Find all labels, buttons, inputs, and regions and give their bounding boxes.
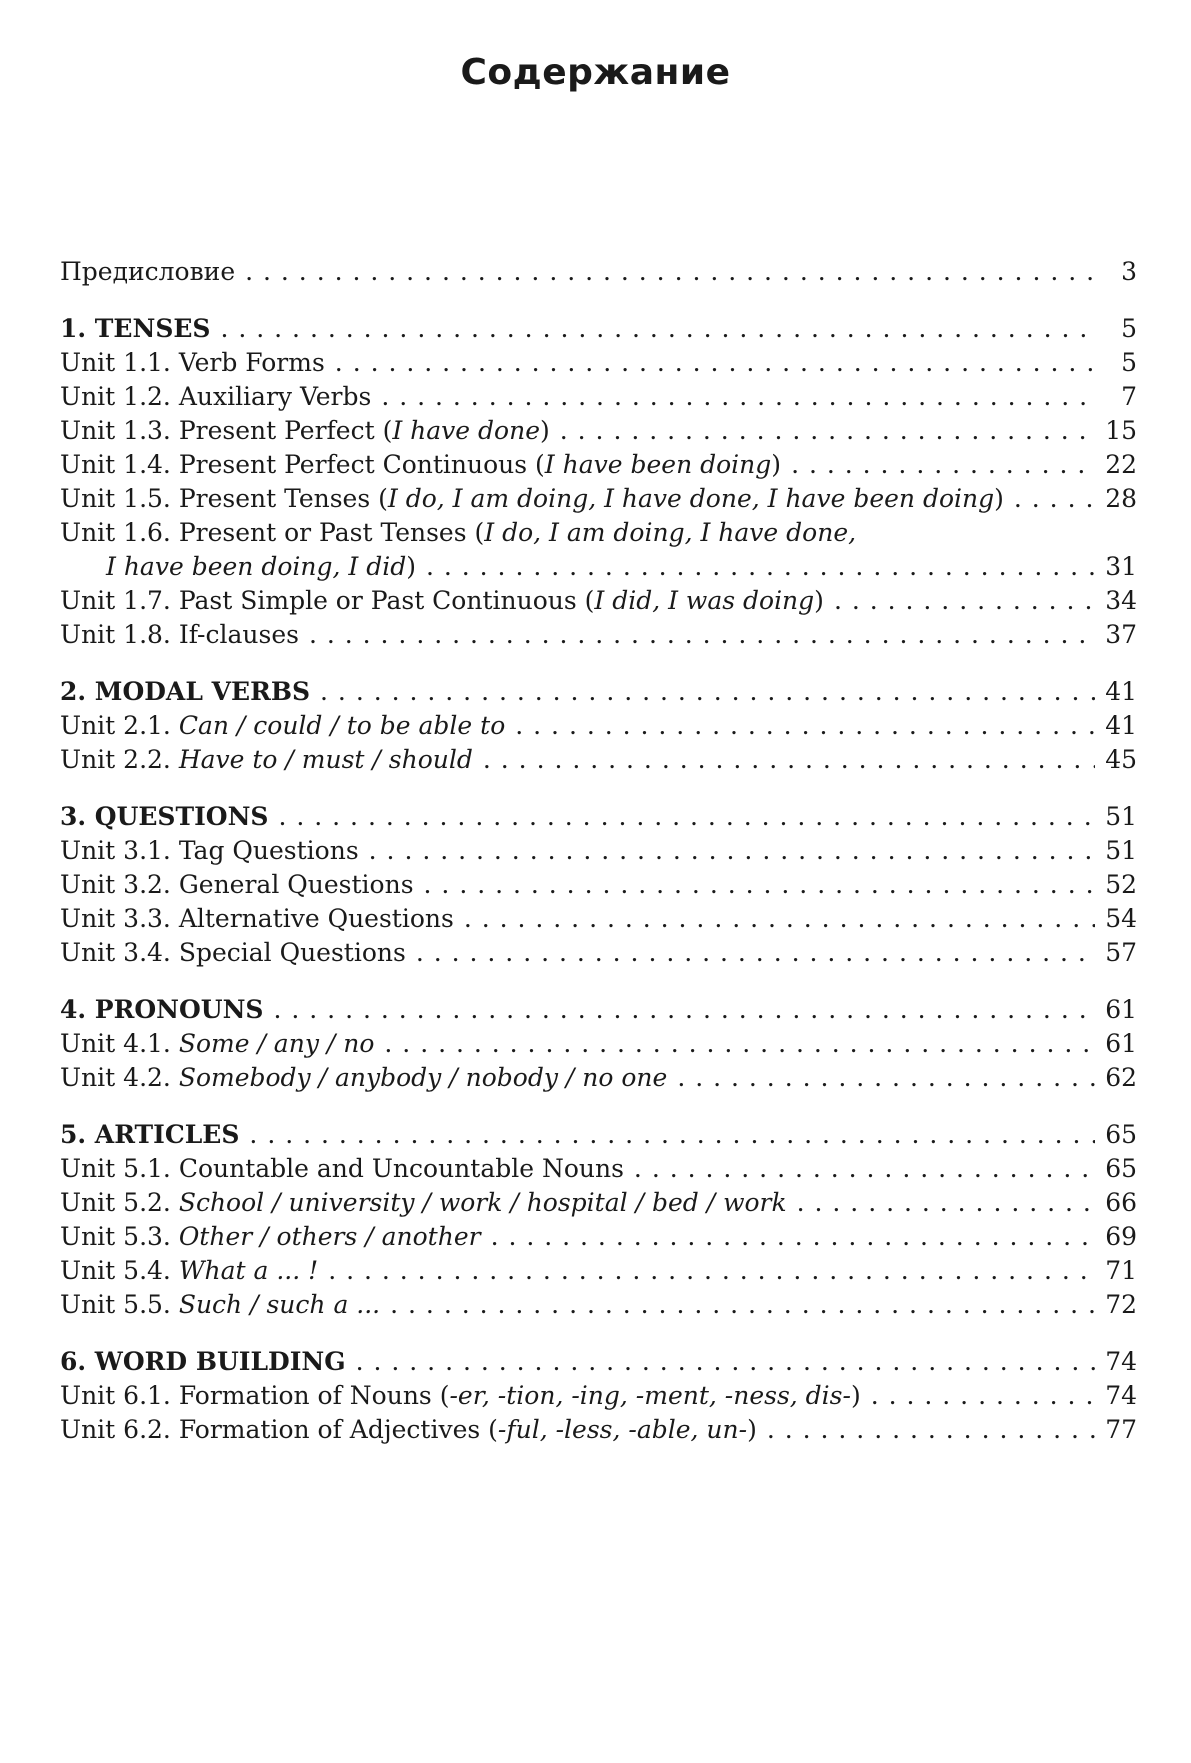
toc-unit-number: Unit 5.5. [60,1290,179,1319]
toc-entry-italic: Somebody / anybody / nobody / no one [178,1063,668,1092]
leader-dots [249,1118,1095,1152]
toc-entry-text: Formation of Adjectives ( [178,1415,498,1444]
leader-dots [220,312,1099,346]
page-number: 51 [1105,836,1137,865]
toc-entry-label [60,1220,481,1254]
toc-entry-text: Tag Questions [178,836,359,865]
page-number: 7 [1121,382,1137,411]
toc-entry-italic: I have done [392,416,540,445]
toc-entry-text: Past Simple or Past Continuous ( [178,586,595,615]
toc-entry-italic: -er, -tion, -ing, -ment, -ness, dis- [449,1381,851,1410]
leader-dots [245,255,1099,289]
toc-entry-row[interactable] [60,380,1137,414]
toc-entry-row[interactable] [60,550,1137,584]
toc-unit-number: Unit 2.1. [60,711,179,740]
leader-dots [464,902,1095,936]
toc-section-row[interactable] [60,675,1137,709]
toc-entry-text: Present or Past Tenses ( [178,518,485,547]
page-number: 72 [1105,1290,1137,1319]
toc-unit-number: Unit 3.4. [60,938,179,967]
leader-dots [278,800,1095,834]
page-title: Содержание [460,52,731,93]
section-gap [60,970,1137,993]
page-number: 61 [1105,995,1137,1024]
toc-entry-text: Countable and Uncountable Nouns [178,1154,624,1183]
toc-entry-label [60,1152,624,1186]
toc-entry-label [60,255,235,289]
toc-entry-row[interactable] [60,1152,1137,1186]
toc-entry-row[interactable] [60,834,1137,868]
toc-entry-suffix: ) [994,484,1004,513]
toc-entry-italic: Such / such a ... [178,1290,381,1319]
page-number: 74 [1105,1381,1137,1410]
toc-entry-row[interactable] [60,1288,1137,1322]
toc-entry-suffix: ) [747,1415,757,1444]
toc-entry-label [60,516,856,550]
leader-dots [274,993,1096,1027]
toc-entry-text: Auxiliary Verbs [178,382,372,411]
toc-unit-number: Unit 3.2. [60,870,179,899]
toc-section-row[interactable] [60,993,1137,1027]
toc-unit-number: Unit 5.4. [60,1256,179,1285]
toc-entry-italic: School / university / work / hospital / bed / work [178,1188,787,1217]
toc-entry-text: General Questions [178,870,414,899]
toc-unit-number: Unit 6.1. [60,1381,179,1410]
leader-dots [424,868,1096,902]
table-of-contents [60,255,1137,1447]
toc-entry-label [60,448,781,482]
leader-dots [309,618,1095,652]
toc-entry-row[interactable] [60,1061,1137,1095]
toc-entry-text: Alternative Questions [178,904,454,933]
toc-entry-label [60,618,299,652]
toc-entry-text: 6. WORD BUILDING [60,1347,346,1376]
toc-entry-italic: I have been doing, I did [106,552,407,581]
leader-dots [515,709,1095,743]
page-number: 65 [1105,1154,1137,1183]
toc-unit-number: Unit 2.2. [60,745,179,774]
toc-entry-row[interactable] [60,618,1137,652]
toc-entry-row[interactable] [60,346,1137,380]
leader-dots [871,1379,1095,1413]
toc-entry-italic: I have been doing [544,450,772,479]
toc-unit-number: Unit 3.1. [60,836,179,865]
toc-entry-row[interactable] [60,1379,1137,1413]
toc-entry-text: Present Perfect ( [178,416,393,445]
toc-entry-row[interactable] [60,1413,1137,1447]
toc-entry-label [60,709,505,743]
toc-unit-number: Unit 1.7. [60,586,179,615]
toc-entry-suffix: ) [850,1381,861,1410]
page-number: 45 [1105,745,1137,774]
toc-entry-italic: What a ... ! [178,1256,319,1285]
section-gap [60,652,1137,675]
page-number: 62 [1105,1063,1137,1092]
page-number: 34 [1105,586,1137,615]
leader-dots [381,380,1099,414]
toc-entry-label [60,800,268,834]
toc-entry-row[interactable] [60,448,1137,482]
leader-dots [335,346,1099,380]
leader-dots [328,1254,1095,1288]
toc-entry-row[interactable] [60,414,1137,448]
toc-entry-label [60,834,359,868]
toc-unit-number: Unit 1.3. [60,416,179,445]
toc-entry-text: Verb Forms [178,348,325,377]
toc-entry-label [60,675,310,709]
toc-entry-suffix: ) [540,416,550,445]
toc-unit-number: Unit 5.2. [60,1188,179,1217]
toc-unit-number: Unit 5.3. [60,1222,179,1251]
toc-entry-row[interactable] [60,1186,1137,1220]
toc-unit-number: Unit 1.1. [60,348,179,377]
toc-entry-italic: -ful, -less, -able, un- [497,1415,748,1444]
toc-entry-label [60,482,1004,516]
toc-entry-label [60,1345,346,1379]
toc-entry-row[interactable] [60,584,1137,618]
toc-entry-text: Предисловие [60,257,236,286]
toc-unit-number: Unit 1.8. [60,620,179,649]
leader-dots [356,1345,1096,1379]
toc-entry-suffix: ) [771,450,782,479]
leader-dots [791,448,1095,482]
toc-entry-italic: I did, I was doing [594,586,815,615]
toc-entry-label [60,414,550,448]
page-number: 41 [1105,711,1137,740]
toc-entry-label [60,584,824,618]
leader-dots [483,743,1095,777]
leader-dots [390,1288,1095,1322]
toc-section-row[interactable] [60,312,1137,346]
toc-entry-text: Formation of Nouns ( [178,1381,450,1410]
toc-entry-row[interactable] [60,902,1137,936]
toc-entry-label [60,346,325,380]
page-number: 77 [1105,1415,1137,1444]
toc-entry-row[interactable] [60,743,1137,777]
page-number: 37 [1105,620,1137,649]
leader-dots [1014,482,1095,516]
toc-entry-label [60,993,264,1027]
toc-unit-number: Unit 6.2. [60,1415,179,1444]
toc-unit-number: Unit 1.6. [60,518,179,547]
toc-entry-text: Special Questions [178,938,406,967]
toc-entry-label [60,380,371,414]
toc-entry-text: 2. MODAL VERBS [60,677,311,706]
page-number: 61 [1105,1029,1137,1058]
leader-dots [560,414,1095,448]
toc-entry-row[interactable] [60,1027,1137,1061]
toc-entry-label [60,936,406,970]
toc-entry-label [60,1288,380,1322]
toc-entry-italic: Can / could / to be able to [178,711,506,740]
toc-section-row[interactable] [60,1118,1137,1152]
toc-entry-italic: Some / any / no [178,1029,375,1058]
toc-entry-label [60,1061,667,1095]
leader-dots [834,584,1095,618]
toc-entry-row[interactable] [60,936,1137,970]
toc-entry-row[interactable] [60,1220,1137,1254]
leader-dots [491,1220,1096,1254]
toc-entry-text: Present Tenses ( [178,484,388,513]
toc-unit-number: Unit 3.3. [60,904,179,933]
page-number: 52 [1105,870,1137,899]
toc-entry-italic: Other / others / another [178,1222,481,1251]
page-number: 3 [1121,257,1137,286]
toc-entry-label [60,1027,374,1061]
section-gap [60,289,1137,312]
toc-entry-text: 1. TENSES [60,314,211,343]
page-number: 74 [1105,1347,1137,1376]
page-number: 57 [1105,938,1137,967]
toc-entry-text: 4. PRONOUNS [60,995,264,1024]
toc-entry-label [60,1379,861,1413]
toc-section-row[interactable] [60,1345,1137,1379]
toc-entry-row[interactable] [60,516,1137,550]
toc-unit-number: Unit 4.2. [60,1063,179,1092]
toc-entry-label [60,1118,239,1152]
leader-dots [369,834,1096,868]
toc-entry-label [60,743,473,777]
toc-section-row[interactable] [60,800,1137,834]
leader-dots [634,1152,1095,1186]
leader-dots [426,550,1095,584]
toc-entry-suffix: ) [814,586,824,615]
toc-unit-number: Unit 1.5. [60,484,179,513]
toc-entry-text: 5. ARTICLES [60,1120,240,1149]
page-number: 66 [1105,1188,1137,1217]
toc-entry-label [60,1413,757,1447]
page-number: 71 [1105,1256,1137,1285]
toc-entry-label [60,312,210,346]
page-number: 65 [1105,1120,1137,1149]
leader-dots [767,1413,1095,1447]
page-number: 5 [1121,348,1137,377]
toc-entry-italic: I do, I am doing, I have done, [484,518,857,547]
leader-dots [320,675,1095,709]
section-gap [60,1322,1137,1345]
leader-dots [416,936,1095,970]
toc-entry-row[interactable] [60,868,1137,902]
toc-unit-number: Unit 4.1. [60,1029,179,1058]
toc-entry-row[interactable] [60,255,1137,289]
page-number: 15 [1105,416,1137,445]
leader-dots [797,1186,1096,1220]
toc-entry-italic: I do, I am doing, I have done, I have been doing [387,484,995,513]
toc-unit-number: Unit 5.1. [60,1154,179,1183]
toc-entry-label [60,1186,787,1220]
page-number: 28 [1105,484,1137,513]
toc-entry-row[interactable] [60,482,1137,516]
toc-entry-row[interactable] [60,1254,1137,1288]
section-gap [60,777,1137,800]
section-gap [60,1095,1137,1118]
page-number: 31 [1105,552,1137,581]
page-number: 22 [1105,450,1137,479]
page-number: 51 [1105,802,1137,831]
leader-dots [384,1027,1095,1061]
toc-entry-text: Present Perfect Continuous ( [178,450,545,479]
page-number: 54 [1105,904,1137,933]
toc-entry-suffix: ) [406,552,416,581]
toc-entry-italic: Have to / must / should [178,745,473,774]
leader-dots [677,1061,1095,1095]
page-number: 41 [1105,677,1137,706]
toc-unit-number: Unit 1.2. [60,382,179,411]
toc-entry-label [60,868,414,902]
toc-entry-label [106,550,416,584]
toc-entry-text: If-clauses [178,620,299,649]
toc-entry-label [60,902,454,936]
toc-entry-label [60,1254,318,1288]
toc-entry-row[interactable] [60,709,1137,743]
toc-unit-number: Unit 1.4. [60,450,179,479]
toc-entry-text: 3. QUESTIONS [60,802,269,831]
page-number: 5 [1121,314,1137,343]
page-number: 69 [1105,1222,1137,1251]
